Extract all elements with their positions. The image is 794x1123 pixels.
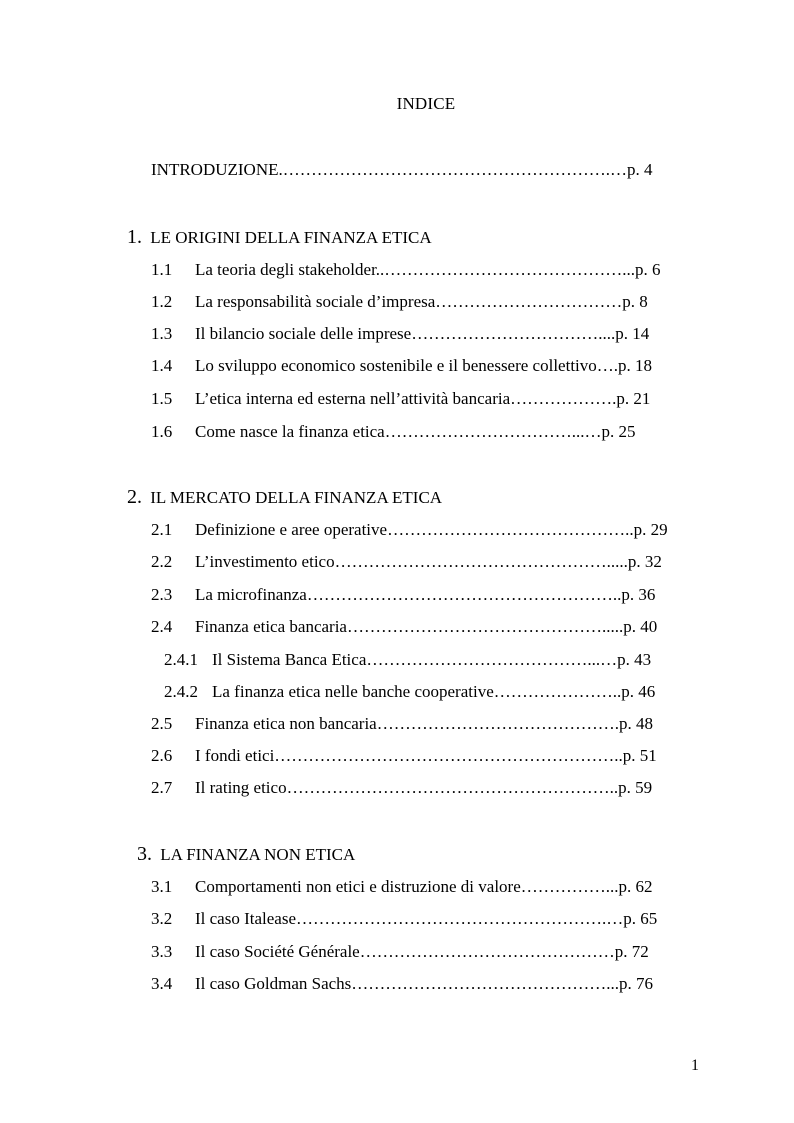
- entry-number: 2.3: [151, 585, 173, 604]
- entry-number: 2.1: [151, 520, 173, 539]
- entry-number: 1.1: [151, 260, 173, 279]
- entry-number: 2.7: [151, 778, 173, 797]
- entry-text: I fondi etici……………………………………………………..p. 51: [195, 746, 657, 765]
- chapter-title: IL MERCATO DELLA FINANZA ETICA: [150, 488, 443, 507]
- chapter-title: LA FINANZA NON ETICA: [160, 845, 356, 864]
- entry-text: Comportamenti non etici e distruzione di valore……………...p. 62: [195, 877, 653, 896]
- entry-number: 2.2: [151, 552, 173, 571]
- entry-text: L’investimento etico………………………………………….....p. 32: [195, 552, 662, 571]
- entry-text: Il rating etico…………………………………………………..p. 59: [195, 778, 653, 797]
- entry-number: 2.4: [151, 617, 173, 636]
- chapter-number: 2.: [127, 486, 142, 508]
- entry-number: 2.5: [151, 714, 173, 733]
- entry-text: Il caso Goldman Sachs………………………………………...p. 76: [195, 974, 654, 993]
- chapter-title: LE ORIGINI DELLA FINANZA ETICA: [150, 228, 432, 247]
- entry-number: 2.4.1: [164, 650, 198, 669]
- entry-text: Il caso Société Générale………………………………………p. 72: [195, 942, 649, 961]
- entry-number: 1.2: [151, 292, 173, 311]
- entry-number: 3.2: [151, 909, 173, 928]
- entry-text: Finanza etica non bancaria…………………………………….p. 48: [195, 714, 653, 733]
- entry-text: Finanza etica bancaria……………………………………….....p. 40: [195, 617, 658, 636]
- entry-text: Il caso Italease……………………………………………….…p. 65: [195, 909, 658, 928]
- entry-text: La responsabilità sociale d’impresa……………………………p. 8: [195, 292, 648, 311]
- page-title: INDICE: [396, 94, 456, 113]
- chapter-2-heading: [127, 486, 442, 509]
- entry-text: La finanza etica nelle banche cooperative…………………..p. 46: [212, 682, 656, 701]
- entry-text: L’etica interna ed esterna nell’attività bancaria……………….p. 21: [195, 389, 651, 408]
- entry-number: 3.1: [151, 877, 173, 896]
- entry-number: 2.4.2: [164, 682, 198, 701]
- chapter-1-heading: [127, 226, 432, 249]
- chapter-number: 3.: [137, 843, 152, 865]
- entry-text: Lo sviluppo economico sostenibile e il benessere collettivo….p. 18: [195, 356, 653, 375]
- entry-number: 3.4: [151, 974, 173, 993]
- entry-text: Come nasce la finanza etica……………………………...…p. 25: [195, 422, 636, 441]
- entry-text: Definizione e aree operative……………………………………..p. 29: [195, 520, 668, 539]
- entry-text: La teoria degli stakeholder..……………………………………...p. 6: [195, 260, 661, 279]
- chapter-number: 1.: [127, 226, 142, 248]
- page-number: 1: [691, 1057, 699, 1074]
- entry-number: 3.3: [151, 942, 173, 961]
- entry-text: La microfinanza………………………………………………..p. 36: [195, 585, 656, 604]
- chapter-3-heading: [137, 843, 355, 866]
- entry-number: 1.5: [151, 389, 173, 408]
- entry-number: 2.6: [151, 746, 173, 765]
- entry-text: Il bilancio sociale delle imprese……………………………....p. 14: [195, 324, 650, 343]
- entry-number: 1.3: [151, 324, 173, 343]
- toc-introduction: INTRODUZIONE.………………………………………………….…p. 4: [151, 160, 653, 179]
- entry-text: Il Sistema Banca Etica…………………………………...…p. 43: [212, 650, 652, 669]
- entry-number: 1.6: [151, 422, 173, 441]
- entry-number: 1.4: [151, 356, 173, 375]
